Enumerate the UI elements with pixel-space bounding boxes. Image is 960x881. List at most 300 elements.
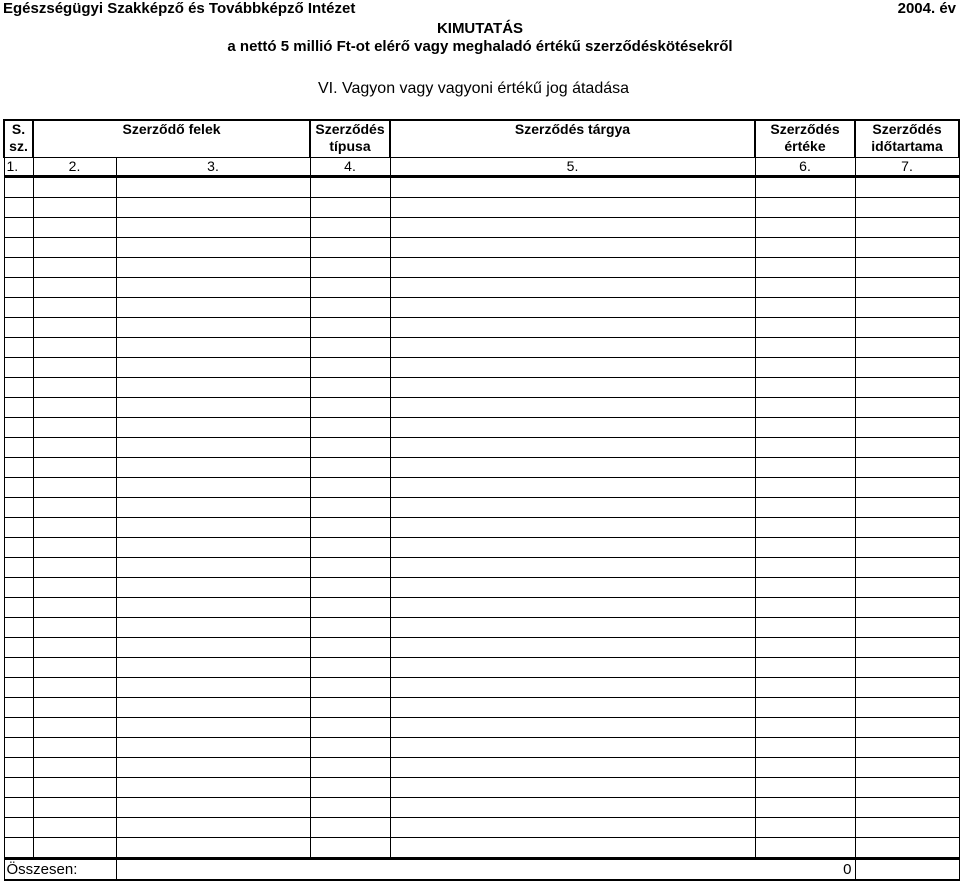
table-cell[interactable]: [390, 718, 755, 738]
table-cell[interactable]: [755, 177, 855, 198]
table-cell[interactable]: [310, 778, 390, 798]
table-cell[interactable]: [855, 278, 959, 298]
table-cell[interactable]: [855, 518, 959, 538]
table-row: [4, 218, 959, 238]
table-cell[interactable]: [310, 418, 390, 438]
table-cell[interactable]: [310, 438, 390, 458]
column-number: 6.: [755, 158, 855, 177]
table-cell[interactable]: [755, 418, 855, 438]
table-cell[interactable]: [755, 578, 855, 598]
table-cell[interactable]: [4, 398, 33, 418]
table-cell[interactable]: [33, 398, 116, 418]
table-cell[interactable]: [116, 538, 310, 558]
table-row: [4, 177, 959, 198]
table-cell[interactable]: [855, 198, 959, 218]
col-header-line: értéke: [784, 138, 826, 154]
table-cell[interactable]: [310, 538, 390, 558]
table-cell[interactable]: [390, 518, 755, 538]
total-value: 0: [116, 859, 855, 881]
table-cell[interactable]: [310, 738, 390, 758]
table-cell[interactable]: [4, 818, 33, 838]
table-cell[interactable]: [33, 758, 116, 778]
column-number: 4.: [310, 158, 390, 177]
table-cell[interactable]: [855, 438, 959, 458]
table-cell[interactable]: [116, 498, 310, 518]
table-cell[interactable]: [390, 638, 755, 658]
column-number: 5.: [390, 158, 755, 177]
table-cell[interactable]: [755, 698, 855, 718]
table-row: [4, 718, 959, 738]
table-cell[interactable]: [310, 398, 390, 418]
table-cell[interactable]: [855, 258, 959, 278]
table-cell[interactable]: [4, 838, 33, 859]
table-cell[interactable]: [755, 678, 855, 698]
column-number-row: [4, 158, 959, 177]
table-cell[interactable]: [33, 177, 116, 198]
table-cell[interactable]: [4, 478, 33, 498]
table-cell[interactable]: [390, 498, 755, 518]
table-cell[interactable]: [33, 238, 116, 258]
table-cell[interactable]: [310, 198, 390, 218]
table-cell[interactable]: [310, 698, 390, 718]
table-row: [4, 478, 959, 498]
total-row: [4, 859, 959, 881]
table-cell[interactable]: [855, 578, 959, 598]
table-cell[interactable]: [755, 658, 855, 678]
table-cell[interactable]: [33, 518, 116, 538]
table-cell[interactable]: [4, 458, 33, 478]
table-row: [4, 358, 959, 378]
table-cell[interactable]: [755, 358, 855, 378]
table-cell[interactable]: [4, 418, 33, 438]
table-cell[interactable]: [116, 438, 310, 458]
table-cell[interactable]: [33, 738, 116, 758]
table-cell[interactable]: [310, 798, 390, 818]
col-header-line: Szerződés: [872, 121, 942, 137]
table-cell[interactable]: [755, 518, 855, 538]
table-cell[interactable]: [4, 638, 33, 658]
table-cell[interactable]: [755, 458, 855, 478]
table-cell[interactable]: [855, 738, 959, 758]
col-header-line: sz.: [9, 138, 28, 154]
table-cell[interactable]: [755, 198, 855, 218]
table-cell[interactable]: [390, 258, 755, 278]
table-row: [4, 338, 959, 358]
table-row: [4, 638, 959, 658]
table-cell[interactable]: [855, 358, 959, 378]
table-cell[interactable]: [116, 198, 310, 218]
table-cell[interactable]: [4, 358, 33, 378]
table-cell[interactable]: [33, 598, 116, 618]
table-cell[interactable]: [4, 618, 33, 638]
table-row: [4, 198, 959, 218]
table-cell[interactable]: [755, 738, 855, 758]
table-cell[interactable]: [310, 678, 390, 698]
table-cell[interactable]: [33, 218, 116, 238]
table-cell[interactable]: [116, 318, 310, 338]
table-row: [4, 818, 959, 838]
table-cell[interactable]: [755, 298, 855, 318]
table-cell[interactable]: [855, 298, 959, 318]
table-cell[interactable]: [33, 818, 116, 838]
table-cell[interactable]: [116, 358, 310, 378]
table-cell[interactable]: [33, 418, 116, 438]
table-cell[interactable]: [855, 818, 959, 838]
col-header-sz: [4, 120, 33, 158]
table-cell[interactable]: [310, 518, 390, 538]
table-cell[interactable]: [116, 458, 310, 478]
col-header-value: [755, 120, 855, 158]
table-cell[interactable]: [4, 598, 33, 618]
table-cell[interactable]: [33, 478, 116, 498]
table-cell[interactable]: [855, 678, 959, 698]
table-cell[interactable]: [33, 358, 116, 378]
table-cell[interactable]: [755, 718, 855, 738]
table-cell[interactable]: [116, 598, 310, 618]
table-cell[interactable]: [4, 758, 33, 778]
table-cell[interactable]: [390, 438, 755, 458]
table-cell[interactable]: [33, 438, 116, 458]
table-cell[interactable]: [116, 718, 310, 738]
table-cell[interactable]: [4, 177, 33, 198]
table-cell[interactable]: [855, 638, 959, 658]
table-cell[interactable]: [4, 718, 33, 738]
table-cell[interactable]: [755, 558, 855, 578]
table-row: [4, 738, 959, 758]
table-cell[interactable]: [390, 278, 755, 298]
table-cell[interactable]: [755, 818, 855, 838]
table-cell[interactable]: [4, 558, 33, 578]
report-year: 2004. év: [897, 0, 956, 17]
table-cell[interactable]: [390, 598, 755, 618]
table-cell[interactable]: [855, 758, 959, 778]
table-row: [4, 578, 959, 598]
table-row: [4, 678, 959, 698]
table-row: [4, 378, 959, 398]
table-cell[interactable]: [390, 558, 755, 578]
table-cell[interactable]: [116, 298, 310, 318]
table-row: [4, 658, 959, 678]
table-cell[interactable]: [855, 598, 959, 618]
col-header-line: Szerződés tárgya: [514, 121, 631, 137]
table-cell[interactable]: [116, 177, 310, 198]
table-cell[interactable]: [310, 478, 390, 498]
table-cell[interactable]: [390, 398, 755, 418]
table-cell[interactable]: [390, 418, 755, 438]
table-cell[interactable]: [855, 778, 959, 798]
table-cell[interactable]: [390, 678, 755, 698]
table-row: [4, 458, 959, 478]
table-cell[interactable]: [855, 558, 959, 578]
table-cell[interactable]: [755, 758, 855, 778]
table-cell[interactable]: [755, 478, 855, 498]
table-cell[interactable]: [310, 818, 390, 838]
table-row: [4, 238, 959, 258]
table-cell[interactable]: [116, 558, 310, 578]
table-cell[interactable]: [4, 298, 33, 318]
table-cell[interactable]: [390, 838, 755, 859]
table-cell[interactable]: [855, 177, 959, 198]
table-cell[interactable]: [310, 498, 390, 518]
table-cell[interactable]: [755, 598, 855, 618]
table-cell[interactable]: [755, 378, 855, 398]
table-cell[interactable]: [755, 278, 855, 298]
table-row: [4, 538, 959, 558]
table-cell[interactable]: [755, 498, 855, 518]
table-cell[interactable]: [855, 378, 959, 398]
table-cell[interactable]: [116, 758, 310, 778]
table-row: [4, 698, 959, 718]
table-cell[interactable]: [855, 458, 959, 478]
table-cell[interactable]: [116, 418, 310, 438]
table-row: [4, 598, 959, 618]
table-cell[interactable]: [855, 718, 959, 738]
col-header-duration: [855, 120, 959, 158]
table-cell[interactable]: [33, 338, 116, 358]
table-cell[interactable]: [116, 778, 310, 798]
table-cell[interactable]: [855, 538, 959, 558]
table-cell[interactable]: [33, 638, 116, 658]
table-cell[interactable]: [390, 177, 755, 198]
table-cell[interactable]: [4, 238, 33, 258]
table-cell[interactable]: [755, 838, 855, 859]
table-row: [4, 278, 959, 298]
table-cell[interactable]: [4, 578, 33, 598]
col-header-line: Szerződés: [770, 121, 840, 137]
column-number: 7.: [855, 158, 959, 177]
table-cell[interactable]: [310, 298, 390, 318]
table-cell[interactable]: [33, 298, 116, 318]
table-cell[interactable]: [33, 798, 116, 818]
table-cell[interactable]: [33, 198, 116, 218]
table-cell[interactable]: [116, 338, 310, 358]
table-cell[interactable]: [310, 578, 390, 598]
table-cell[interactable]: [116, 658, 310, 678]
table-cell[interactable]: [310, 658, 390, 678]
table-cell[interactable]: [390, 698, 755, 718]
table-cell[interactable]: [755, 638, 855, 658]
table-cell[interactable]: [33, 558, 116, 578]
table-cell[interactable]: [4, 338, 33, 358]
table-cell[interactable]: [4, 258, 33, 278]
table-cell[interactable]: [855, 658, 959, 678]
col-header-subject: [390, 120, 755, 158]
table-cell[interactable]: [755, 798, 855, 818]
table-cell[interactable]: [390, 658, 755, 678]
table-cell[interactable]: [855, 498, 959, 518]
table-cell[interactable]: [855, 398, 959, 418]
table-cell[interactable]: [116, 378, 310, 398]
table-cell[interactable]: [855, 238, 959, 258]
table-cell[interactable]: [310, 338, 390, 358]
table-cell[interactable]: [390, 798, 755, 818]
table-row: [4, 838, 959, 859]
table-cell[interactable]: [755, 438, 855, 458]
table-cell[interactable]: [4, 198, 33, 218]
table-cell[interactable]: [4, 698, 33, 718]
table-row: [4, 518, 959, 538]
table-cell[interactable]: [33, 658, 116, 678]
table-row: [4, 498, 959, 518]
table-cell[interactable]: [4, 538, 33, 558]
table-cell[interactable]: [310, 558, 390, 578]
table-row: [4, 298, 959, 318]
table-cell[interactable]: [116, 638, 310, 658]
table-cell[interactable]: [116, 398, 310, 418]
table-cell[interactable]: [855, 418, 959, 438]
table-cell[interactable]: [116, 278, 310, 298]
table-cell[interactable]: [4, 278, 33, 298]
table-row: [4, 398, 959, 418]
table-cell[interactable]: [310, 758, 390, 778]
table-cell[interactable]: [390, 738, 755, 758]
table-cell[interactable]: [310, 238, 390, 258]
table-cell[interactable]: [390, 378, 755, 398]
table-cell[interactable]: [4, 678, 33, 698]
table-cell[interactable]: [33, 258, 116, 278]
table-cell[interactable]: [855, 338, 959, 358]
col-header-line: Szerződő felek: [122, 121, 221, 137]
table-cell[interactable]: [4, 498, 33, 518]
table-cell[interactable]: [310, 718, 390, 738]
table-cell[interactable]: [390, 818, 755, 838]
table-cell[interactable]: [4, 218, 33, 238]
table-cell[interactable]: [310, 318, 390, 338]
table-cell[interactable]: [310, 598, 390, 618]
table-cell[interactable]: [4, 778, 33, 798]
table-cell[interactable]: [4, 518, 33, 538]
table-cell[interactable]: [390, 238, 755, 258]
table-cell[interactable]: [310, 378, 390, 398]
table-cell[interactable]: [390, 298, 755, 318]
table-cell[interactable]: [390, 578, 755, 598]
table-cell[interactable]: [33, 718, 116, 738]
table-cell[interactable]: [755, 778, 855, 798]
table-cell[interactable]: [33, 378, 116, 398]
table-cell[interactable]: [116, 518, 310, 538]
table-cell[interactable]: [4, 438, 33, 458]
table-cell[interactable]: [310, 618, 390, 638]
table-cell[interactable]: [310, 638, 390, 658]
table-cell[interactable]: [310, 458, 390, 478]
table-cell[interactable]: [755, 338, 855, 358]
col-header-line: Szerződés: [315, 121, 385, 137]
table-cell[interactable]: [755, 538, 855, 558]
table-cell[interactable]: [33, 538, 116, 558]
table-cell[interactable]: [116, 818, 310, 838]
table-cell[interactable]: [855, 218, 959, 238]
table-cell[interactable]: [855, 698, 959, 718]
table-cell[interactable]: [310, 358, 390, 378]
table-cell[interactable]: [4, 318, 33, 338]
table-cell[interactable]: [855, 838, 959, 859]
table-cell[interactable]: [33, 318, 116, 338]
table-cell[interactable]: [4, 738, 33, 758]
table-row: [4, 558, 959, 578]
table-cell[interactable]: [33, 278, 116, 298]
table-cell[interactable]: [33, 458, 116, 478]
table-cell[interactable]: [33, 778, 116, 798]
table-cell[interactable]: [33, 618, 116, 638]
col-header-parties: [33, 120, 310, 158]
table-cell[interactable]: [390, 758, 755, 778]
table-cell[interactable]: [755, 318, 855, 338]
table-cell[interactable]: [33, 678, 116, 698]
table-cell[interactable]: [390, 618, 755, 638]
table-cell[interactable]: [855, 618, 959, 638]
table-cell[interactable]: [755, 218, 855, 238]
table-cell[interactable]: [390, 778, 755, 798]
table-cell[interactable]: [310, 218, 390, 238]
table-cell[interactable]: [33, 498, 116, 518]
report-title: KIMUTATÁS: [436, 20, 524, 37]
column-number: 3.: [116, 158, 310, 177]
table-row: [4, 438, 959, 458]
header-row: [4, 120, 959, 158]
table-cell[interactable]: [116, 738, 310, 758]
table-cell[interactable]: [855, 798, 959, 818]
total-label: Összesen:: [4, 859, 116, 881]
table-cell[interactable]: [4, 378, 33, 398]
table-row: [4, 798, 959, 818]
table-cell[interactable]: [390, 338, 755, 358]
table-cell[interactable]: [116, 698, 310, 718]
table-cell[interactable]: [390, 538, 755, 558]
table-cell[interactable]: [116, 838, 310, 859]
table-cell[interactable]: [390, 198, 755, 218]
col-header-type: [310, 120, 390, 158]
table-cell[interactable]: [116, 798, 310, 818]
table-cell[interactable]: [755, 238, 855, 258]
table-cell[interactable]: [310, 278, 390, 298]
table-cell[interactable]: [116, 218, 310, 238]
table-row: [4, 758, 959, 778]
table-cell[interactable]: [4, 798, 33, 818]
table-cell[interactable]: [310, 838, 390, 859]
table-cell[interactable]: [116, 258, 310, 278]
table-cell[interactable]: [33, 698, 116, 718]
table-cell[interactable]: [390, 318, 755, 338]
table-cell[interactable]: [390, 458, 755, 478]
table-cell[interactable]: [310, 258, 390, 278]
table-row: [4, 318, 959, 338]
table-cell[interactable]: [116, 238, 310, 258]
table-cell[interactable]: [116, 578, 310, 598]
table-cell[interactable]: [116, 678, 310, 698]
table-cell[interactable]: [310, 177, 390, 198]
col-header-line: S.: [11, 121, 26, 137]
col-header-line: típusa: [329, 138, 371, 154]
table-cell[interactable]: [116, 478, 310, 498]
table-cell[interactable]: [33, 838, 116, 859]
total-duration-cell: [855, 859, 959, 881]
table-cell[interactable]: [390, 218, 755, 238]
table-cell[interactable]: [855, 318, 959, 338]
table-cell[interactable]: [390, 478, 755, 498]
column-number: 2.: [33, 158, 116, 177]
table-cell[interactable]: [755, 398, 855, 418]
contracts-table-wrapper: [3, 119, 960, 881]
report-subtitle: a nettó 5 millió Ft-ot elérő vagy meghaladó értékű szerződéskötésekről: [227, 38, 733, 55]
table-cell[interactable]: [755, 618, 855, 638]
table-cell[interactable]: [390, 358, 755, 378]
table-cell[interactable]: [4, 658, 33, 678]
table-cell[interactable]: [33, 578, 116, 598]
table-cell[interactable]: [116, 618, 310, 638]
table-cell[interactable]: [855, 478, 959, 498]
section-title: VI. Vagyon vagy vagyoni értékű jog átadása: [318, 80, 630, 97]
table-cell[interactable]: [755, 258, 855, 278]
